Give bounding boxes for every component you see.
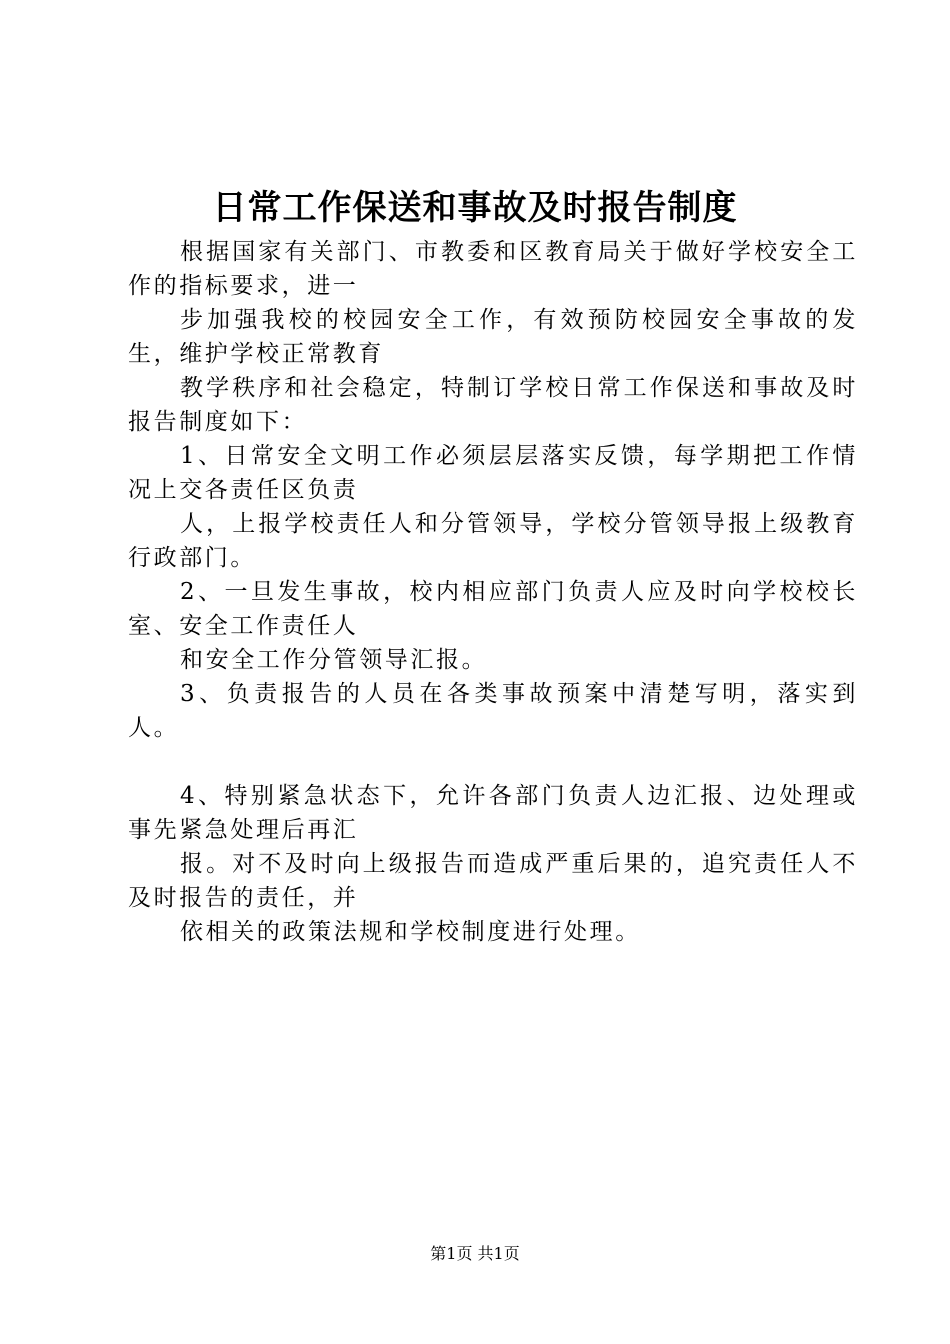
paragraph-rule-4c: 依相关的政策法规和学校制度进行处理。 xyxy=(180,919,641,945)
paragraph-rule-2a: 2、一旦发生事故，校内相应部门负责人应及时向学校校长室、安全工作责任人 xyxy=(128,579,858,639)
document-body xyxy=(128,235,858,949)
paragraph-rule-3: 3、负责报告的人员在各类事故预案中清楚写明，落实到人。 xyxy=(128,681,858,741)
paragraph-rule-4a: 4、特别紧急状态下，允许各部门负责人边汇报、边处理或事先紧急处理后再汇 xyxy=(128,783,858,843)
document-title: 日常工作保送和事故及时报告制度 xyxy=(212,188,738,228)
page-number-footer: 第1页 共1页 xyxy=(430,1244,520,1263)
paragraph-rule-4b: 报。对不及时向上级报告而造成严重后果的，追究责任人不及时报告的责任，并 xyxy=(128,851,858,911)
paragraph-rule-1b: 人，上报学校责任人和分管领导，学校分管领导报上级教育行政部门。 xyxy=(128,511,858,571)
paragraph-rule-2b: 和安全工作分管领导汇报。 xyxy=(180,647,488,673)
paragraph-intro-3: 教学秩序和社会稳定，特制订学校日常工作保送和事故及时报告制度如下： xyxy=(128,375,858,435)
paragraph-rule-1a: 1、日常安全文明工作必须层层落实反馈，每学期把工作情况上交各责任区负责 xyxy=(128,443,858,503)
paragraph-intro-1: 根据国家有关部门、市教委和区教育局关于做好学校安全工作的指标要求，进一 xyxy=(128,239,858,299)
paragraph-intro-2: 步加强我校的校园安全工作，有效预防校园安全事故的发生，维护学校正常教育 xyxy=(128,307,858,367)
